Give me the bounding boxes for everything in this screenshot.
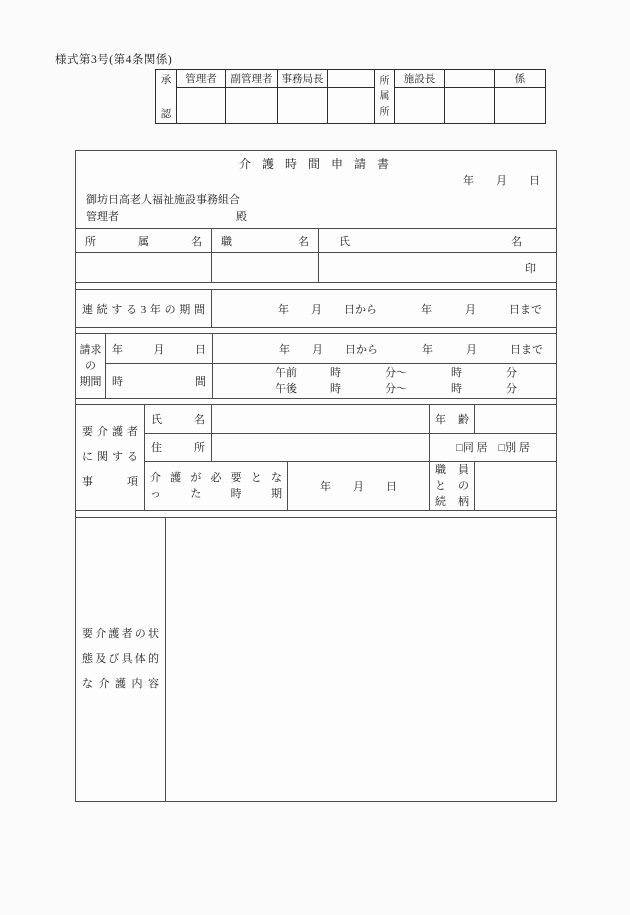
- care-recipient-section: [76, 405, 556, 511]
- seal-mark: 印: [525, 262, 536, 275]
- department-label: 所 属 所: [374, 70, 394, 123]
- care-onset-row: [145, 462, 556, 510]
- date-line: 年 月 日: [463, 175, 540, 187]
- approval-char-top: 承: [160, 75, 172, 86]
- three-year-period-value: 年 月 日から 年 月 日まで: [278, 303, 542, 316]
- stamp-cell-blank-2: [444, 88, 494, 123]
- condition-section-label: 要介護者の状 態及び具体的 な 介 護 内 容: [76, 518, 166, 801]
- care-time-application-form: [75, 150, 557, 802]
- section-spacer: [76, 283, 556, 290]
- addressee-honorific: 殿: [236, 211, 247, 223]
- address-field: [212, 434, 430, 462]
- form-number-label: 様式第3号(第4条関係): [55, 54, 173, 66]
- affiliation-header: 所 属 名: [76, 229, 212, 252]
- addressee: 管理者: [86, 211, 119, 223]
- approval-header-blank-1: [327, 70, 374, 88]
- organization-name: 御坊日高老人福祉施設事務組合: [86, 194, 240, 206]
- care-onset-label: 介護が必要とな っ た 時 期: [145, 462, 288, 510]
- request-date-row: [106, 334, 556, 364]
- approval-header-staff: 係: [494, 70, 545, 88]
- addressee-line: [76, 209, 556, 226]
- stamp-cell-facility-head: [394, 88, 444, 123]
- stamp-cell-secretary-general: [277, 88, 327, 123]
- stamp-cell-deputy-manager: [225, 88, 277, 123]
- relation-field: [475, 462, 556, 510]
- care-recipient-name-label: 氏 名: [145, 405, 212, 433]
- care-recipient-section-label: 要介護者 に関する 事 項: [76, 405, 145, 510]
- section-spacer: [76, 511, 556, 518]
- living-arrangement-options: □同 居 □別 居: [456, 442, 530, 455]
- age-field: [475, 405, 556, 433]
- approval-header-deputy-manager: 副管理者: [225, 70, 277, 88]
- request-time-label: 時 間: [106, 364, 213, 398]
- approval-header-facility-head: 施設長: [394, 70, 444, 88]
- care-recipient-name-row: [145, 405, 556, 434]
- request-date-value: 年 月 日から 年 月 日まで: [279, 343, 543, 356]
- request-time-value: [213, 364, 556, 398]
- position-field-cell: [212, 253, 319, 282]
- applicant-entry-row: [76, 253, 556, 283]
- approval-char-bottom: 認: [160, 109, 172, 120]
- approval-header-blank-2: [444, 70, 494, 88]
- approval-header-manager: 管理者: [176, 70, 225, 88]
- stamp-cell-manager: [176, 88, 225, 123]
- condition-section: [76, 518, 556, 801]
- three-year-period-label: 連続する3年の期間: [76, 290, 212, 327]
- approval-label: [156, 70, 176, 123]
- age-label: 年 齢: [430, 405, 475, 433]
- care-recipient-name-field: [212, 405, 430, 433]
- time-line-pm: 午後 時 分～ 時 分: [275, 383, 517, 395]
- title-section: [76, 151, 556, 229]
- applicant-header-row: [76, 229, 556, 253]
- stamp-cell-staff: [494, 88, 545, 123]
- address-label: 住 所: [145, 434, 212, 462]
- care-recipient-address-row: [145, 434, 556, 463]
- request-date-label: 年 月 日: [106, 334, 213, 363]
- relation-to-staff-label: 職 員 と の 続 柄: [430, 462, 475, 510]
- time-line-am: 午前 時 分～ 時 分: [275, 367, 517, 379]
- stamp-cell-blank-1: [327, 88, 374, 123]
- affiliation-field-cell: [76, 253, 212, 282]
- request-period-section: [76, 334, 556, 399]
- request-time-row: [106, 364, 556, 398]
- three-year-period-row: [76, 290, 556, 328]
- approval-stamp-table: [155, 69, 546, 124]
- condition-details-field: [166, 518, 556, 801]
- care-onset-date: 年 月 日: [288, 462, 430, 510]
- name-field-cell: [319, 253, 556, 282]
- request-period-label: 請求 の 期間: [76, 334, 106, 398]
- position-header: 職 名: [212, 229, 319, 252]
- name-header: 氏 名: [339, 235, 522, 248]
- approval-header-secretary-general: 事務局長: [277, 70, 327, 88]
- form-title: 介 護 時 間 申 請 書: [238, 157, 393, 171]
